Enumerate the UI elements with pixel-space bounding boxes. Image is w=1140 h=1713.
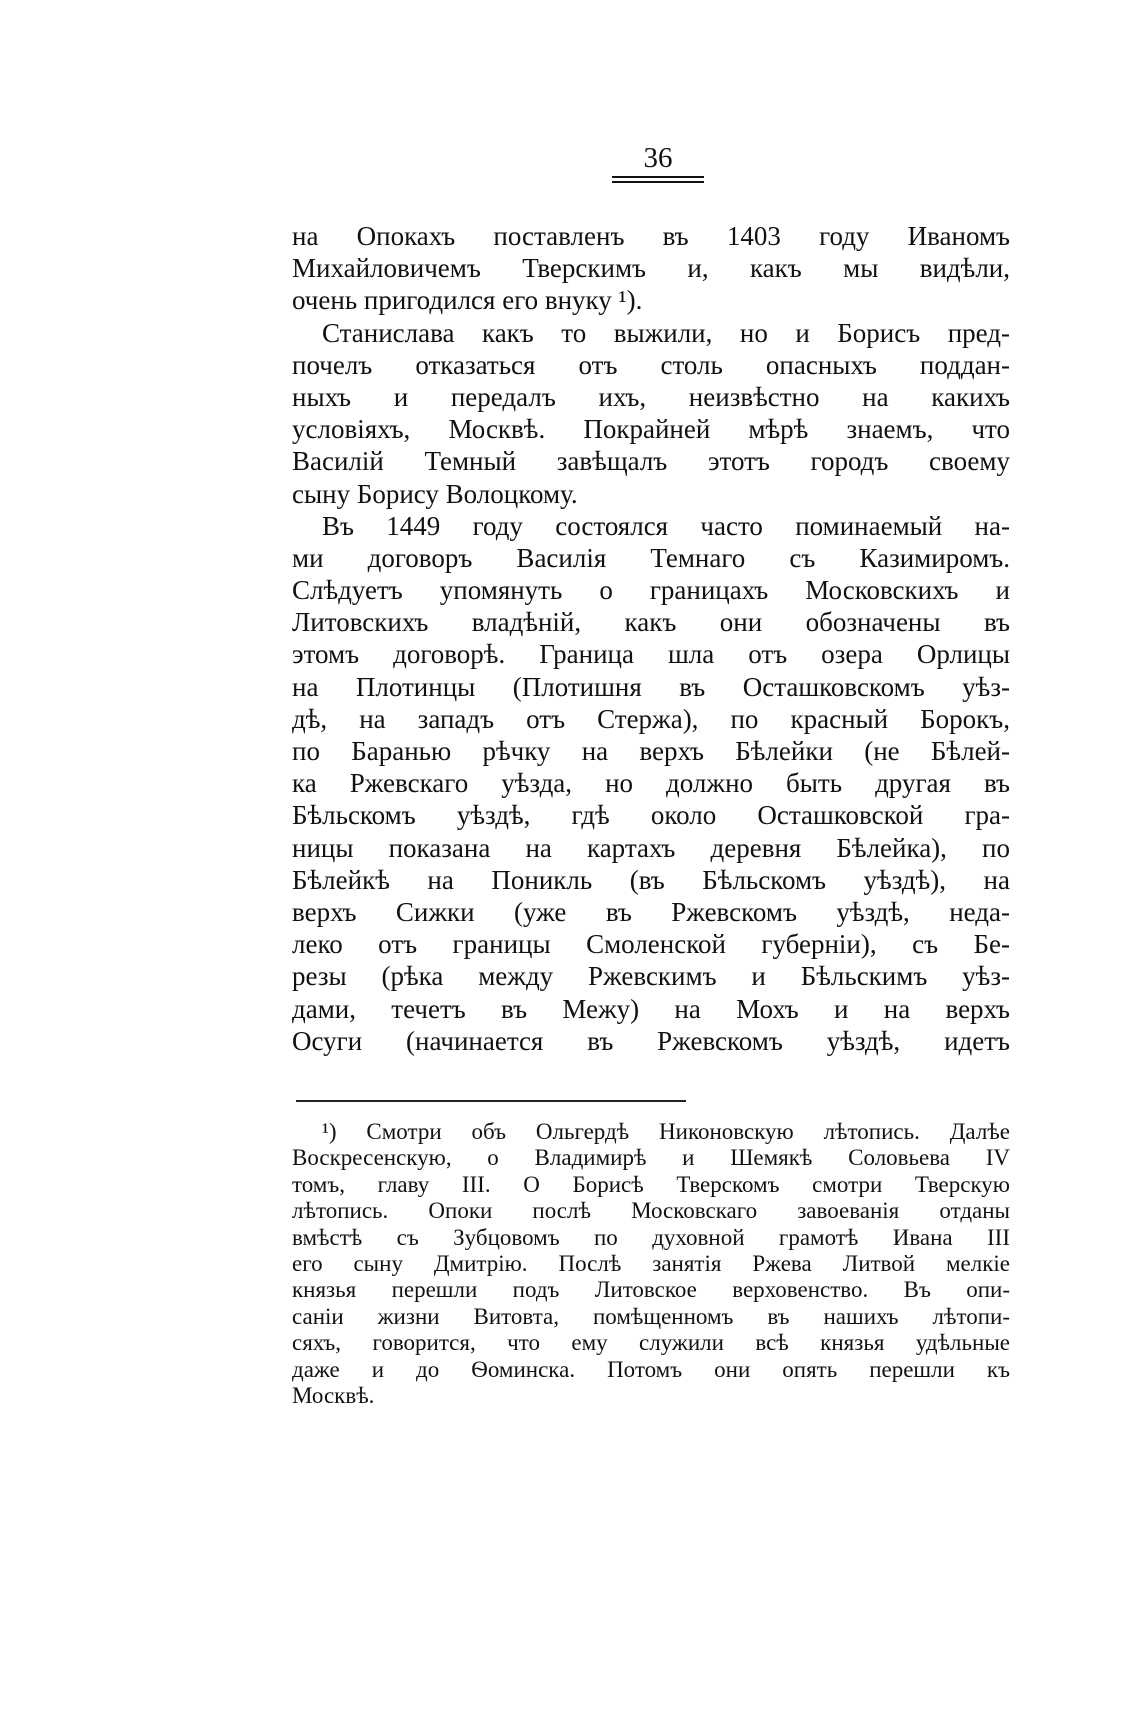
footnote-line: даже и до Ѳоминска. Потомъ они опять перешли къ	[292, 1356, 1010, 1382]
page-number-rule	[612, 176, 704, 178]
text-line: Станислава какъ то выжили, но и Борисъ пред-	[322, 317, 1010, 348]
text-line: ми договоръ Василія Темнаго съ Казимиромъ.	[292, 542, 1010, 573]
footnote-line: сяхъ, говорится, что ему служили всѣ князья удѣльные	[292, 1330, 1010, 1356]
page-number: 36	[643, 142, 673, 174]
footnotes	[292, 1119, 1010, 1409]
text-line: Василій Темный завѣщалъ этотъ городъ своему	[292, 446, 1010, 477]
footnote-line: саніи жизни Витовта, помѣщенномъ въ нашихъ лѣтопи-	[292, 1303, 1010, 1329]
text-line: дами, течетъ въ Межу) на Мохъ и на верхъ	[292, 993, 1010, 1024]
page-number-rule	[612, 181, 704, 183]
text-line: почелъ отказаться отъ столь опасныхъ поддан-	[292, 349, 1010, 380]
text-line: верхъ Сижки (уже въ Ржевскомъ уѣздѣ, неда-	[292, 896, 1010, 927]
text-line: резы (рѣка между Ржевскимъ и Бѣльскимъ уѣз-	[292, 961, 1010, 992]
text-line: на Опокахъ поставленъ въ 1403 году Иваномъ	[292, 221, 1010, 251]
text-line: леко отъ границы Смоленской губерніи), съ Бе-	[292, 929, 1010, 960]
text-line: ницы показана на картахъ деревня Бѣлейка), по	[292, 832, 1010, 863]
text-line: ка Ржевскаго уѣзда, но должно быть другая въ	[292, 768, 1010, 799]
text-line: по Баранью рѣчку на верхъ Бѣлейки (не Бѣлей-	[292, 736, 1010, 766]
text-line: Литовскихъ владѣній, какъ они обозначены въ	[292, 607, 1010, 638]
footnote-line: томъ, главу III. О Борисѣ Тверскомъ смотри Тверскую	[292, 1171, 1010, 1197]
footnote-line: Воскресенскую, о Владимирѣ и Шемякѣ Соловьева IV	[292, 1145, 1010, 1171]
text-line: Въ 1449 году состоялся часто поминаемый на-	[322, 510, 1010, 541]
text-line: дѣ, на западъ отъ Стержа), по красный Борокъ,	[292, 703, 1010, 734]
footnote-line: Москвѣ.	[292, 1382, 375, 1408]
footnote-line: вмѣстѣ съ Зубцовомъ по духовной грамотѣ Ивана III	[292, 1224, 1010, 1250]
text-line: очень пригодился его внуку ¹).	[292, 285, 643, 316]
footnote-line: лѣтопись. Опоки послѣ Московскаго завоеванія отданы	[292, 1198, 1010, 1224]
text-line: на Плотинцы (Плотишня въ Осташковскомъ уѣз-	[292, 671, 1010, 702]
text-line: ныхъ и передалъ ихъ, неизвѣстно на какихъ	[292, 381, 1010, 412]
text-line: Слѣдуетъ упомянуть о границахъ Московскихъ и	[292, 575, 1010, 606]
footnote-line: князья перешли подъ Литовское верховенство. Въ опи-	[292, 1277, 1010, 1303]
body-text	[292, 220, 1010, 1057]
text-line: этомъ договорѣ. Граница шла отъ озера Орлицы	[292, 639, 1010, 670]
footnote-line: его сыну Дмитрію. Послѣ занятія Ржева Литвой мелкіе	[292, 1250, 1010, 1276]
footnote-rule	[296, 1100, 686, 1102]
footnote-line: ¹) Смотри объ Ольгердѣ Никоновскую лѣтопись. Далѣе	[322, 1119, 1010, 1144]
text-line: Осуги (начинается въ Ржевскомъ уѣздѣ, идетъ	[292, 1025, 1010, 1056]
text-line: Бѣльскомъ уѣздѣ, гдѣ около Осташковской гра-	[292, 800, 1010, 831]
text-line: Михайловичемъ Тверскимъ и, какъ мы видѣли,	[292, 253, 1010, 284]
text-line: Бѣлейкѣ на Поникль (въ Бѣльскомъ уѣздѣ), на	[292, 864, 1010, 895]
text-line: условіяхъ, Москвѣ. Покрайней мѣрѣ знаемъ, что	[292, 414, 1010, 445]
text-line: сыну Борису Волоцкому.	[292, 478, 578, 509]
